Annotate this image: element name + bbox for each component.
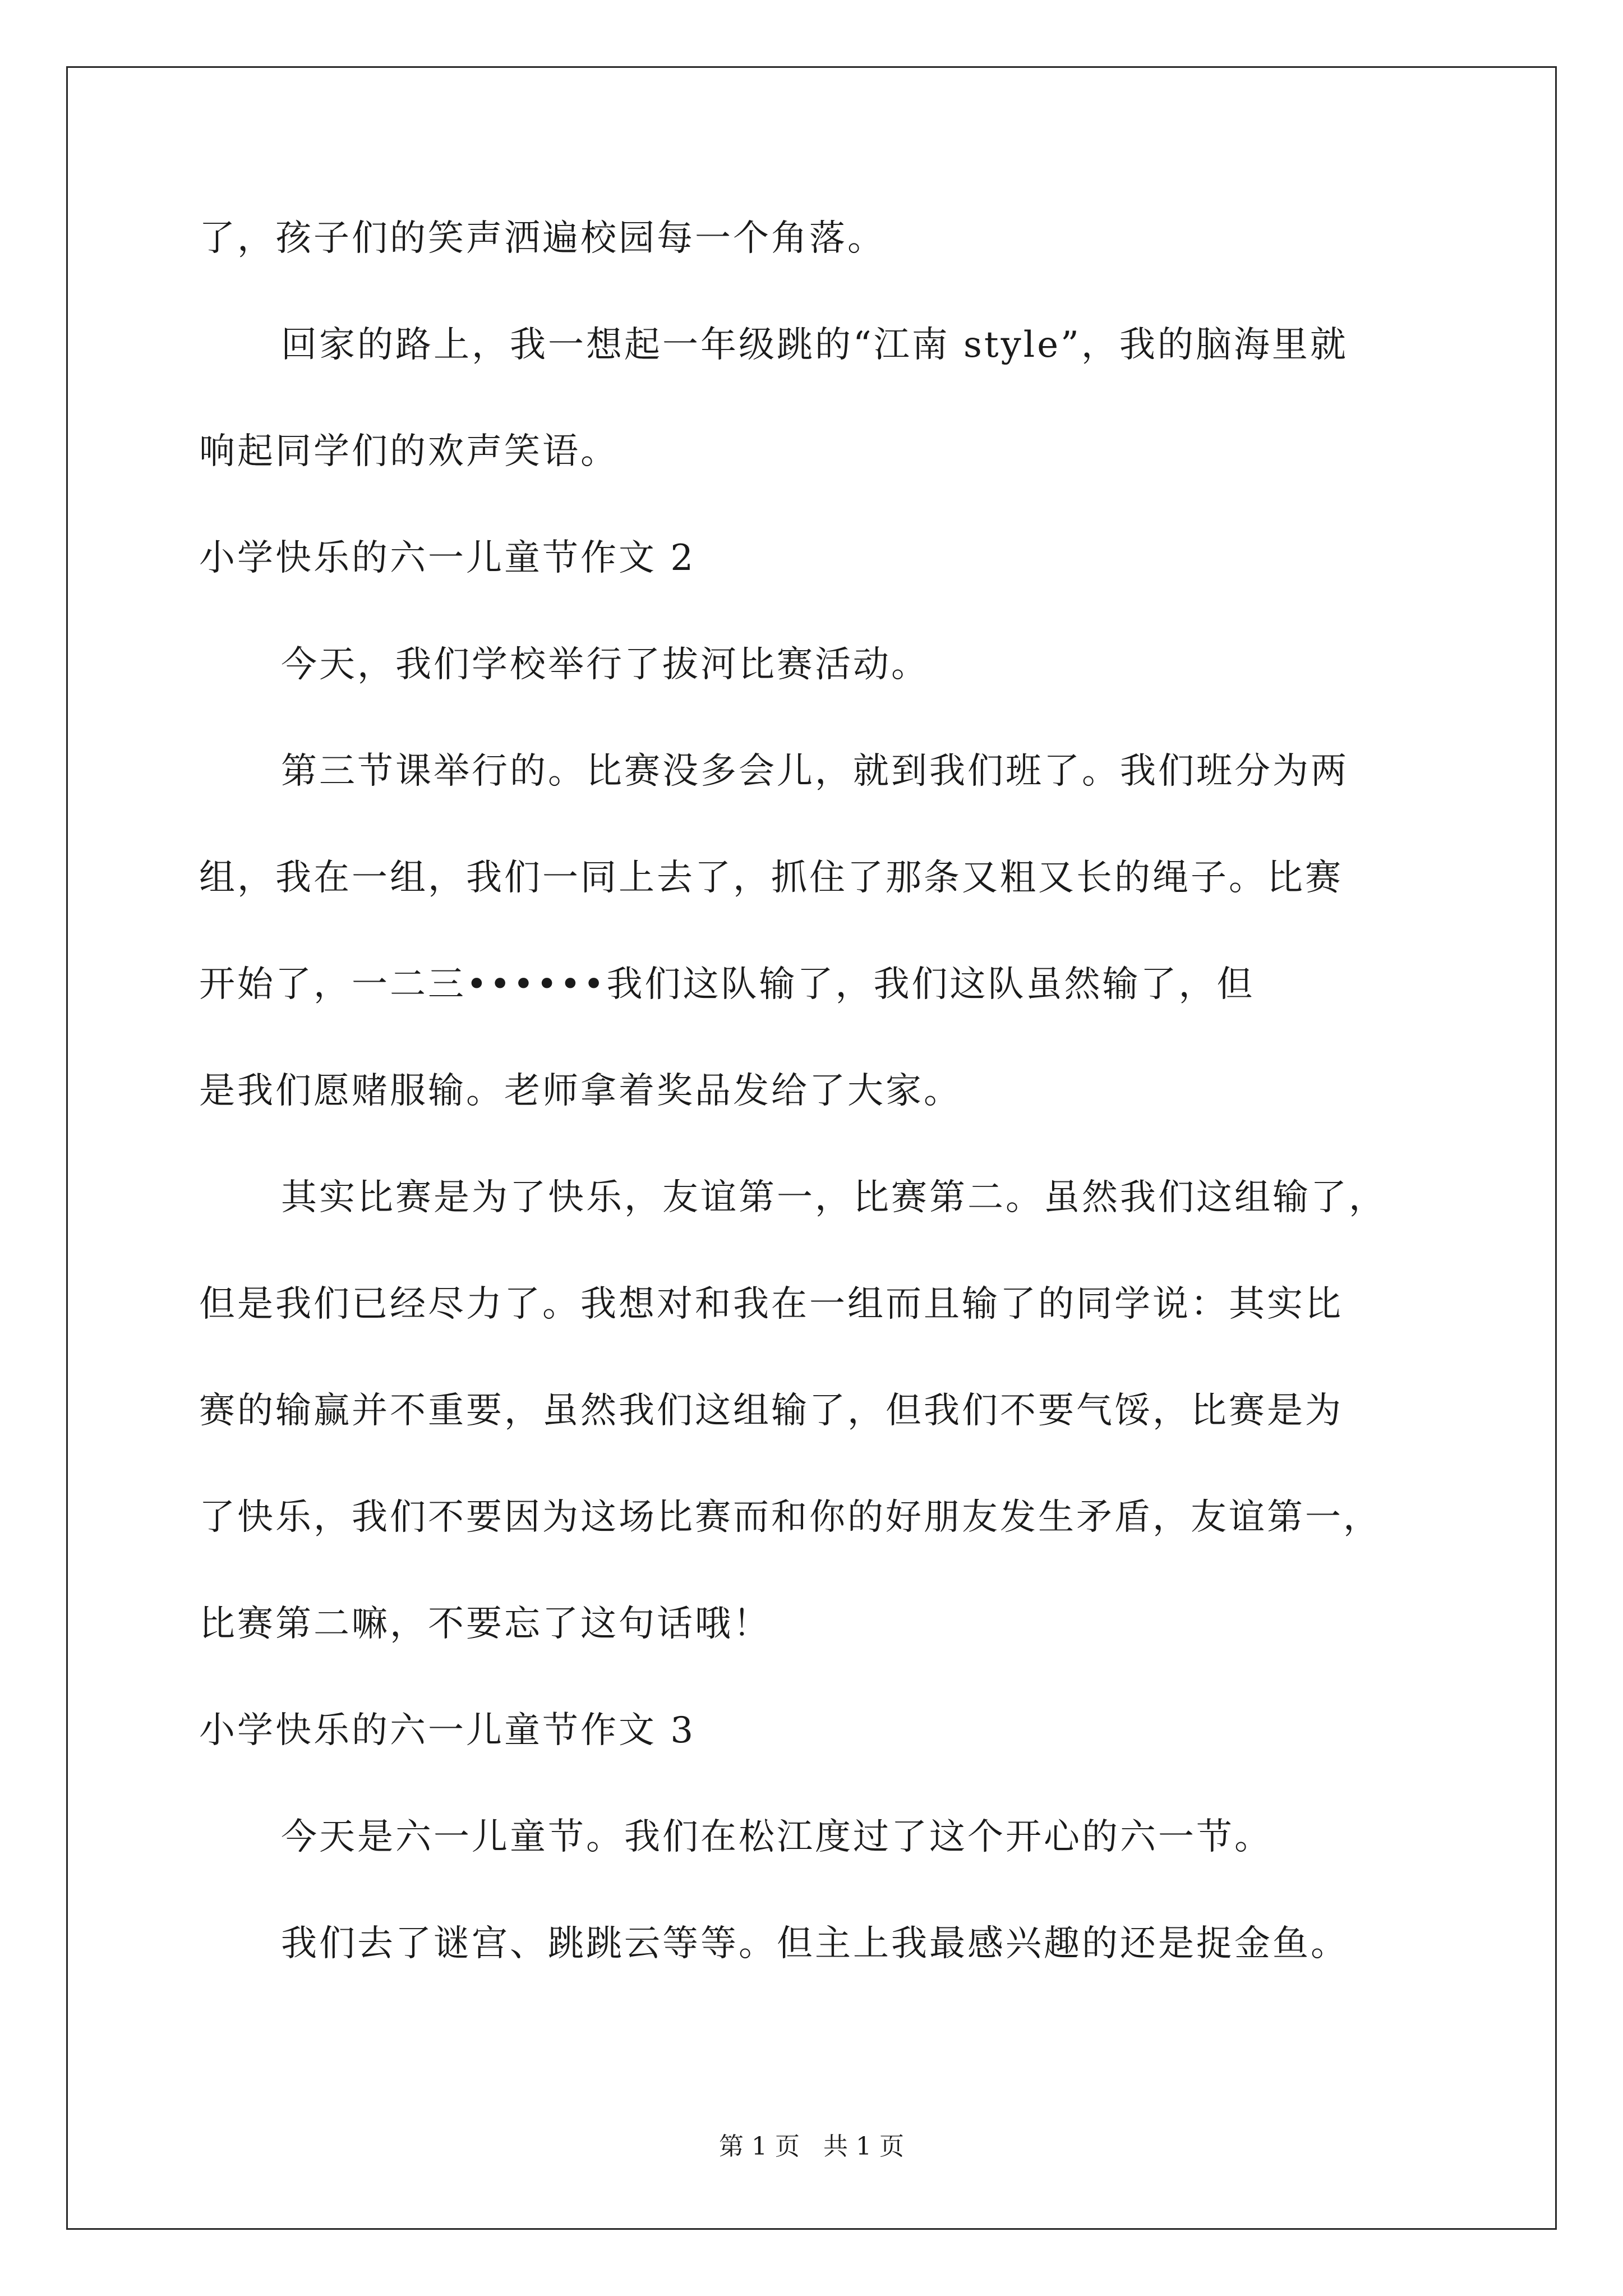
paragraph-line: 响起同学们的欢声笑语。: [199, 431, 619, 472]
paragraph-line: 我们去了谜宫、跳跳云等等。但主上我最感兴趣的还是捉金鱼。: [281, 1923, 1349, 1964]
section-heading: 小学快乐的六一儿童节作文 2: [199, 537, 696, 579]
paragraph-line: 开始了，一二三••••••我们这队输了，我们这队虽然输了，但: [199, 964, 1255, 1005]
paragraph-line: 其实比赛是为了快乐，友谊第一，比赛第二。虽然我们这组输了，: [281, 1177, 1387, 1218]
paragraph-line: 回家的路上，我一想起一年级跳的“江南 style”，我的脑海里就: [281, 324, 1348, 366]
paragraph-line: 赛的输赢并不重要，虽然我们这组输了，但我们不要气馁，比赛是为: [199, 1390, 1343, 1432]
section-heading: 小学快乐的六一儿童节作文 3: [199, 1710, 696, 1751]
page-number-footer: 第 1 页 共 1 页: [719, 2132, 904, 2161]
paragraph-line: 了，孩子们的笑声洒遍校园每一个角落。: [199, 218, 886, 259]
paragraph-line: 今天，我们学校举行了拔河比赛活动。: [281, 644, 929, 685]
paragraph-line: 今天是六一儿童节。我们在松江度过了这个开心的六一节。: [281, 1816, 1272, 1858]
paragraph-line: 是我们愿赌服输。老师拿着奖品发给了大家。: [199, 1070, 962, 1112]
paragraph-line: 比赛第二嘛，不要忘了这句话哦！: [199, 1603, 771, 1645]
paragraph-line: 组，我在一组，我们一同上去了，抓住了那条又粗又长的绳子。比赛: [199, 857, 1343, 899]
paragraph-line: 但是我们已经尽力了。我想对和我在一组而且输了的同学说：其实比: [199, 1283, 1343, 1325]
paragraph-line: 第三节课举行的。比赛没多会儿，就到我们班了。我们班分为两: [281, 751, 1349, 792]
document-body: [199, 216, 1478, 2028]
paragraph-line: 了快乐，我们不要因为这场比赛而和你的好朋友发生矛盾，友谊第一，: [199, 1497, 1381, 1538]
